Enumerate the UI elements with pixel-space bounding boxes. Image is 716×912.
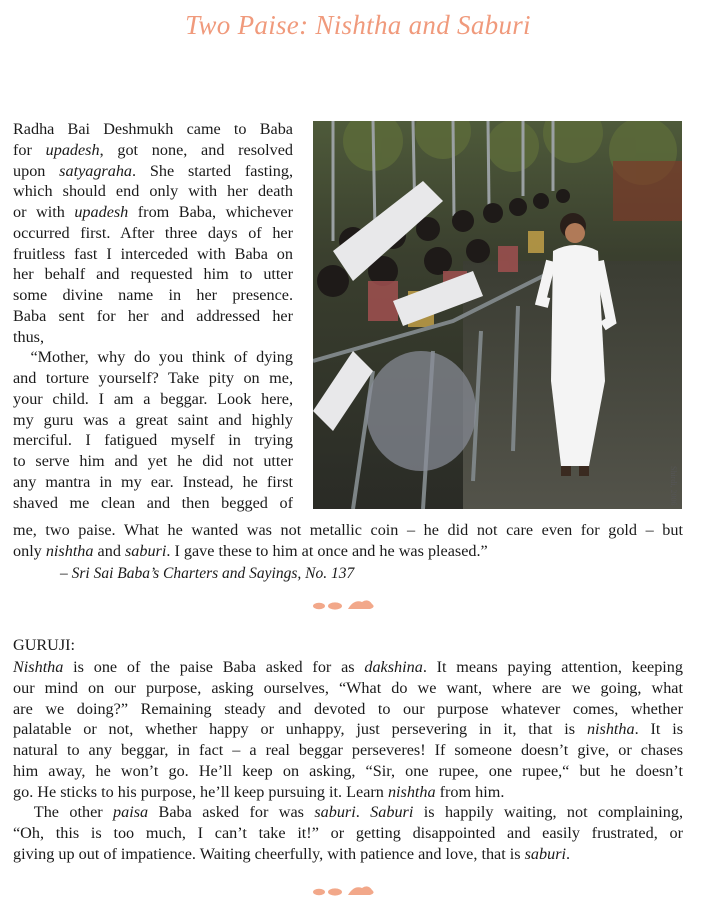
guruji-line: are we doing?” Remaining steady and devoted to our purpose whatever comes, whether — [13, 699, 683, 718]
guruji-line: “Oh, this is too much, I can’t take it!” or getting disappointed and easily frustrated, or — [13, 824, 683, 842]
guruji-line: Nishtha is one of the paise Baba asked for as dakshina. It means paying attention, keeping — [13, 658, 683, 676]
guruji-commentary — [13, 657, 683, 865]
story-column — [13, 119, 293, 513]
story-line: for upadesh, got none, and resolved — [13, 140, 293, 159]
story-line: upon satyagraha. She started fasting, — [13, 161, 293, 180]
guruji-heading: GURUJI: — [13, 636, 76, 654]
story-line: thus, — [13, 327, 45, 346]
photo-baba-with-devotees — [313, 121, 682, 509]
story-line: occurred first. After three days of her — [13, 223, 293, 242]
flower-ornament-icon — [310, 598, 382, 612]
story-line: merciful. I fatigued myself in trying — [13, 431, 293, 450]
guruji-line: palatable or not, whether happy or unhappy, just persevering in it, that is nishtha. It is — [13, 720, 683, 739]
guruji-line: natural to any beggar, in fact – a real beggar perseveres! If someone doesn’t give, or chases — [13, 741, 683, 759]
flower-ornament-icon — [310, 884, 382, 898]
story-line: my guru was a great saint and highly — [13, 410, 293, 429]
story-line: your child. I am a beggar. Look here, — [13, 389, 293, 408]
story-line: shaved me clean and then begged of — [13, 493, 293, 512]
story-line: fruitless fast I interceded with Baba on — [13, 244, 293, 263]
story-line: which should end only with her death — [13, 182, 293, 201]
story-line: only nishtha and saburi. I gave these to him at once and he was pleased.” — [13, 541, 488, 560]
photo-credit: Shirdi, 2006 — [669, 466, 678, 506]
story-line: her behalf and requested him to utter — [13, 265, 293, 284]
story-line: Baba sent for her and addressed her — [13, 306, 293, 325]
story-line: and torture yourself? Take pity on me, — [13, 369, 293, 387]
story-line: or with upadesh from Baba, whichever — [13, 203, 294, 221]
story-line: some divine name in her presence. — [13, 286, 293, 304]
guruji-line: go. He sticks to his purpose, he’ll keep pursuing it. Learn nishtha from him. — [13, 782, 505, 801]
page-title: Two Paise: Nishtha and Saburi — [185, 10, 531, 40]
guruji-line: giving up out of impatience. Waiting cheerfully, with patience and love, that is saburi. — [13, 844, 571, 863]
guruji-line: him away, he won’t go. He’ll keep on asking, “Sir, one rupee, one rupee,“ but he doesn’t — [13, 761, 683, 780]
story-line: to serve him and yet he did not utter — [13, 452, 293, 470]
story-line: any mantra in my ear. Instead, he first — [13, 472, 293, 491]
story-line: me, two paise. What he wanted was not metallic coin – he did not care even for gold – but — [13, 521, 683, 539]
guruji-line: our mind on our purpose, asking ourselves, “What do we want, where are we going, what — [13, 678, 683, 697]
citation: – Sri Sai Baba’s Charters and Sayings, No. 137 — [60, 565, 355, 582]
guruji-line: The other paisa Baba asked for was saburi. Saburi is happily waiting, not complaining, — [13, 803, 683, 822]
story-line: Radha Bai Deshmukh came to Baba — [13, 120, 293, 138]
story-continuation — [13, 520, 683, 562]
story-line: “Mother, why do you think of dying — [13, 348, 293, 367]
